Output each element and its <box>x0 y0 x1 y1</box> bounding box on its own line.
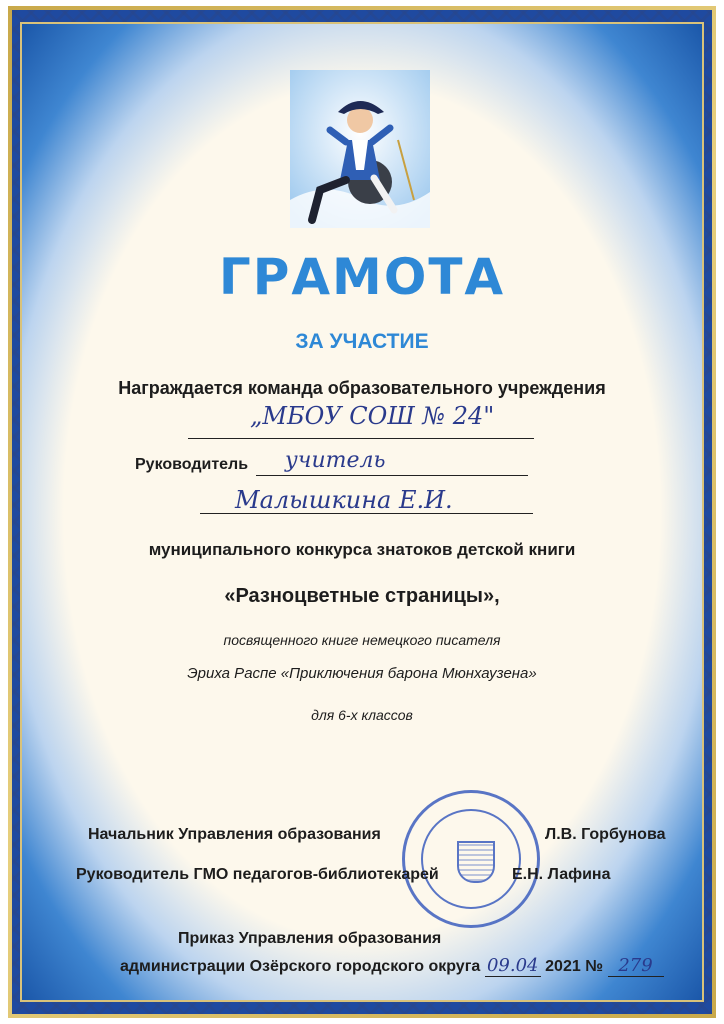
signature-name-1: Л.В. Горбунова <box>545 826 666 843</box>
certificate-subtitle: ЗА УЧАСТИЕ <box>295 330 429 353</box>
order-issuer: администрации Озёрского городского округа <box>120 958 481 975</box>
order-date: 09.04 <box>485 955 541 977</box>
order-line-1: Приказ Управления образования <box>178 930 442 947</box>
order-number-label: № <box>585 958 604 975</box>
leader-underline <box>256 475 528 476</box>
grade-text: для 6-х классов <box>311 707 413 723</box>
leader-label: Руководитель <box>135 456 249 473</box>
certificate-title: ГРАМОТА <box>218 248 506 306</box>
leader-name: Малышкина Е.И. <box>235 486 453 514</box>
signature-name-2: Е.Н. Лафина <box>512 866 611 883</box>
order-number: 279 <box>608 955 664 977</box>
contest-name: «Разноцветные страницы», <box>224 585 500 607</box>
stamp-crest-icon <box>457 841 495 883</box>
awarded-text: Награждается команда образовательного учреждения <box>118 378 606 398</box>
leader-role: учитель <box>285 448 386 473</box>
order-line-2 <box>120 955 664 977</box>
order-year: 2021 <box>545 958 581 975</box>
signature-title-2: Руководитель ГМО педагогов-библиотекарей <box>76 866 439 883</box>
contest-text: муниципального конкурса знатоков детской книги <box>148 540 576 559</box>
author-book: Эриха Распе «Приключения барона Мюнхаузена» <box>187 665 537 682</box>
school-name: „МБОУ СОШ № 24" <box>250 402 495 430</box>
official-seal-stamp <box>402 790 540 928</box>
baron-munchausen-illustration <box>290 70 430 228</box>
stamp-inner-ring <box>421 809 521 909</box>
dedication-text: посвященного книге немецкого писателя <box>223 632 501 648</box>
signature-title-1: Начальник Управления образования <box>88 826 381 843</box>
